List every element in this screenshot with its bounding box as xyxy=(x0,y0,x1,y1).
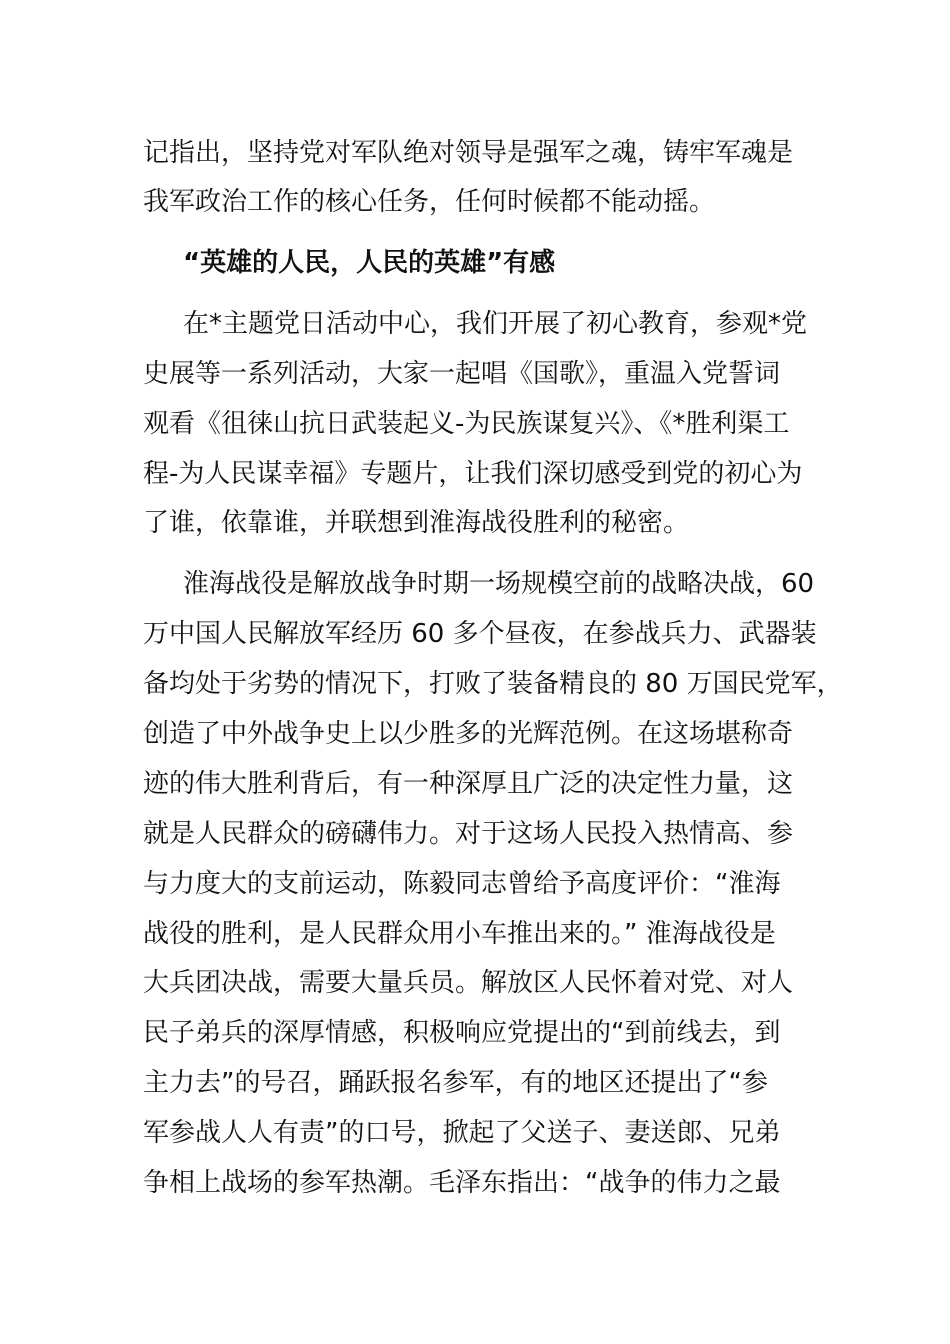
body-text-line: 主力去”的号召，踊跃报名参军，有的地区还提出了“参 xyxy=(143,1068,768,1098)
body-text-line: 战役的胜利，是人民群众用小车推出来的。” 淮海战役是 xyxy=(143,919,776,949)
body-text-line: 了谁，依靠谁，并联想到淮海战役胜利的秘密。 xyxy=(143,508,690,538)
body-text-line: 我军政治工作的核心任务，任何时候都不能动摇。 xyxy=(143,187,716,217)
body-text-line: 军参战人人有责”的口号，掀起了父送子、妻送郎、兄弟 xyxy=(143,1118,781,1148)
body-text-line: 程-为人民谋幸福》专题片，让我们深切感受到党的初心为 xyxy=(143,459,803,489)
body-text-line: 迹的伟大胜利背后，有一种深厚且广泛的决定性力量，这 xyxy=(143,769,794,799)
body-text-line: 备均处于劣势的情况下，打败了装备精良的 80 万国民党军， xyxy=(143,669,843,699)
body-text-line: 民子弟兵的深厚情感，积极响应党提出的“到前线去，到 xyxy=(143,1018,781,1048)
body-text-line: 史展等一系列活动，大家一起唱《国歌》，重温入党誓词 xyxy=(143,359,781,389)
body-text-line: 记指出，坚持党对军队绝对领导是强军之魂，铸牢军魂是 xyxy=(143,138,794,168)
paragraph-first-line: 淮海战役是解放战争时期一场规模空前的战略决战，60 xyxy=(183,569,815,599)
body-text-line: 争相上战场的参军热潮。毛泽东指出：“战争的伟力之最 xyxy=(143,1168,781,1198)
paragraph-first-line: 在*主题党日活动中心，我们开展了初心教育，参观*党 xyxy=(183,309,808,339)
section-heading: “英雄的人民，人民的英雄”有感 xyxy=(183,248,556,278)
body-text-line: 大兵团决战，需要大量兵员。解放区人民怀着对党、对人 xyxy=(143,968,794,998)
body-text-line: 创造了中外战争史上以少胜多的光辉范例。在这场堪称奇 xyxy=(143,719,794,749)
body-text-line: 与力度大的支前运动，陈毅同志曾给予高度评价：“淮海 xyxy=(143,869,781,899)
body-text-line: 万中国人民解放军经历 60 多个昼夜，在参战兵力、武器装 xyxy=(143,619,817,649)
body-text-line: 就是人民群众的磅礴伟力。对于这场人民投入热情高、参 xyxy=(143,819,794,849)
body-text-line: 观看《徂徕山抗日武装起义-为民族谋复兴》、《*胜利渠工 xyxy=(143,409,790,439)
